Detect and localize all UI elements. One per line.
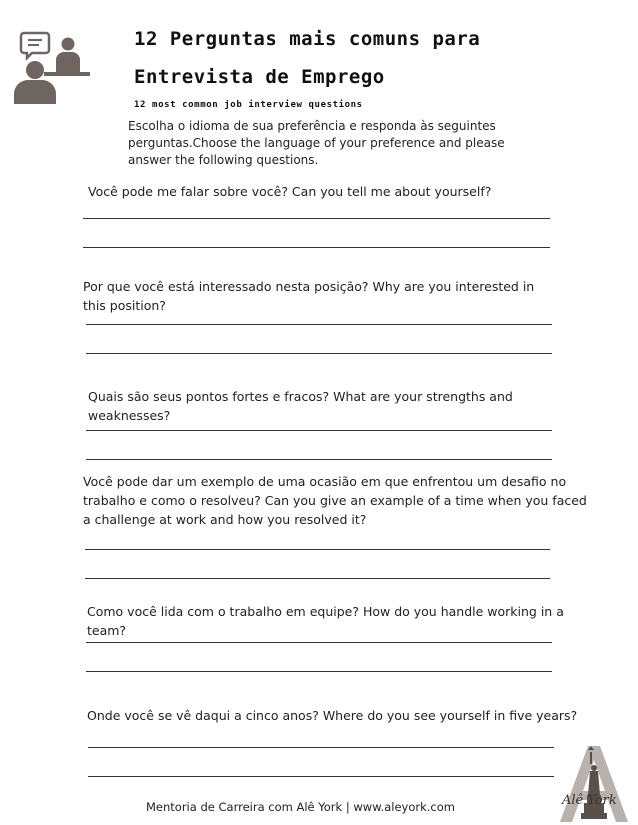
- answer-line: [85, 578, 550, 579]
- title-line-2: Entrevista de Emprego: [134, 66, 385, 88]
- statue-of-liberty-logo: [554, 742, 634, 824]
- answer-line: [86, 430, 552, 431]
- answer-line: [83, 247, 550, 248]
- question-1: Você pode me falar sobre você? Can you tell me about yourself?: [88, 184, 492, 199]
- answer-line: [88, 776, 554, 777]
- subtitle: 12 most common job interview questions: [134, 100, 363, 110]
- answer-line: [86, 671, 552, 672]
- answer-line: [86, 642, 552, 643]
- answer-line: [85, 549, 550, 550]
- title-line-1: 12 Perguntas mais comuns para: [134, 28, 481, 50]
- answer-line: [83, 218, 550, 219]
- question-6: Onde você se vê daqui a cinco anos? Where do you see yourself in five years?: [87, 708, 578, 723]
- logo-signature: Alê York: [562, 793, 617, 808]
- intro-text: Escolha o idioma de sua preferência e responda às seguintes perguntas.Choose the language of your preference and please answer the following questions.: [128, 119, 505, 167]
- question-2: Por que você está interessado nesta posição? Why are you interested in this position?: [83, 279, 535, 313]
- question-3: Quais são seus pontos fortes e fracos? What are your strengths and weaknesses?: [88, 389, 513, 423]
- answer-line: [86, 353, 552, 354]
- answer-line: [88, 747, 554, 748]
- answer-line: [86, 459, 552, 460]
- answer-line: [86, 324, 552, 325]
- footer-text: Mentoria de Carreira com Alê York | www.aleyork.com: [146, 800, 455, 814]
- interview-icon: [10, 30, 92, 104]
- question-4: Você pode dar um exemplo de uma ocasião em que enfrentou um desafio no trabalho e como o resolveu? Can you give an example of a time when you faced a challenge at work and how you resolved it?: [83, 474, 587, 527]
- question-5: Como você lida com o trabalho em equipe? How do you handle working in a team?: [87, 604, 564, 638]
